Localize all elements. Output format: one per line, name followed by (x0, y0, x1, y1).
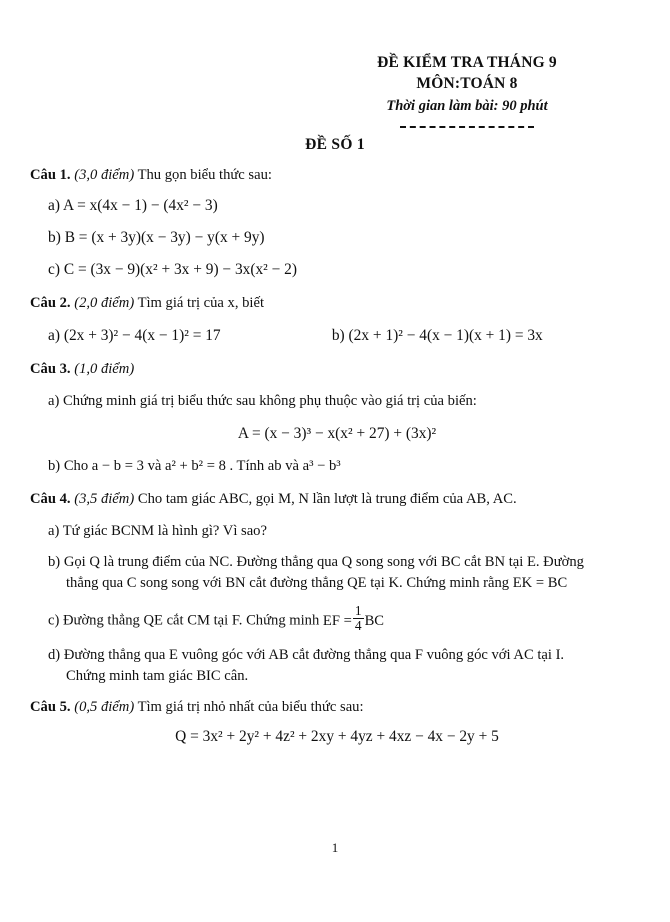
item-expression: (2x + 3)² − 4(x − 1)² = 17 (63, 327, 221, 344)
item-expression-ef (322, 603, 385, 634)
fraction-denominator: 4 (354, 618, 362, 634)
item-marker: c) (48, 261, 60, 278)
question-4-heading (30, 489, 644, 509)
question-3-display-expression: A = (x − 3)³ − x(x² + 27) + (3x)² (237, 425, 437, 442)
item-expression: B = (x + 3y)(x − 3y) − y(x + 9y) (64, 229, 265, 246)
question-3-label: Câu 3. (30, 361, 71, 377)
item-text-line-1: Đường thẳng qua E vuông góc với AB cắt đường thẳng qua F vuông góc với AC tại I. (63, 647, 565, 664)
item-text-line-2: Chứng minh tam giác BIC cân. (66, 668, 249, 685)
item-marker: a) (48, 523, 60, 539)
question-1-item-b (30, 227, 644, 249)
question-4-item-a (30, 521, 644, 542)
question-5-heading (30, 697, 644, 717)
exam-header (312, 52, 622, 128)
question-2-items-row (30, 325, 644, 347)
expression-rhs: BC (364, 612, 385, 629)
question-5-label: Câu 5. (30, 699, 71, 716)
item-expression: C = (3x − 9)(x² + 3x + 9) − 3x(x² − 2) (63, 261, 297, 278)
question-2-heading (30, 293, 644, 313)
fraction-numerator: 1 (354, 603, 362, 618)
item-expression: A = x(4x − 1) − (4x² − 3) (62, 197, 218, 214)
expression-lhs: EF = (322, 612, 352, 629)
question-4-item-b (30, 552, 644, 594)
item-text: Đường thẳng QE cắt CM tại F. Chứng minh (63, 612, 323, 629)
question-2-item-b (332, 325, 543, 347)
fraction-one-quarter (353, 604, 364, 633)
question-1-heading (30, 165, 644, 185)
question-3-item-a (30, 391, 644, 412)
item-marker: c) (48, 612, 60, 629)
question-2-label: Câu 2. (30, 295, 71, 311)
question-1-item-a (30, 195, 644, 217)
question-2-item-a (48, 325, 328, 347)
question-3-item-b (30, 456, 644, 477)
item-marker: b) (48, 458, 61, 474)
item-expression: (2x + 1)² − 4(x − 1)(x + 1) = 3x (348, 327, 543, 344)
question-4-label: Câu 4. (30, 491, 71, 507)
question-3-points: (1,0 điểm) (74, 361, 135, 377)
question-4-prompt: Cho tam giác ABC, gọi M, N lần lượt là trung điểm của AB, AC. (137, 491, 517, 507)
question-5-prompt: Tìm giá trị nhỏ nhất của biểu thức sau: (137, 699, 364, 716)
exam-title: ĐỀ KIỂM TRA THÁNG 9 (377, 54, 557, 71)
question-5-display-expression: Q = 3x² + 2y² + 4z² + 2xy + 4yz + 4xz − 4x − 2y + 5 (175, 728, 499, 746)
question-1-item-c (30, 259, 644, 281)
page-number: 1 (331, 840, 339, 855)
question-2-points: (2,0 điểm) (74, 295, 135, 311)
item-marker: a) (48, 197, 60, 214)
question-4-item-c (30, 604, 644, 633)
item-marker: b) (331, 327, 345, 344)
question-3-heading (30, 359, 644, 379)
item-text: Tứ giác BCNM là hình gì? Vì sao? (62, 523, 267, 539)
exam-subject: MÔN:TOÁN 8 (416, 75, 518, 92)
item-text-line-1: Gọi Q là trung điểm của NC. Đường thẳng qua Q song song với BC cắt BN tại E. Đường (63, 554, 584, 570)
item-text: Chứng minh giá trị biểu thức sau không phụ thuộc vào giá trị của biến: (63, 393, 477, 409)
question-4-points: (3,5 điểm) (74, 491, 135, 507)
exam-duration: Thời gian làm bài: 90 phút (386, 98, 548, 114)
exam-body (30, 165, 644, 749)
item-marker: a) (48, 327, 60, 344)
question-1-prompt: Thu gọn biểu thức sau: (137, 167, 272, 183)
item-text-line-2: thẳng qua C song song với BN cắt đường thẳng QE tại K. Chứng minh rằng EK = BC (66, 575, 568, 591)
item-marker: b) (48, 229, 61, 246)
header-dashed-separator (400, 126, 534, 128)
item-text: Cho a − b = 3 và a² + b² = 8 . Tính ab và a³ − b³ (63, 458, 341, 474)
question-1-label: Câu 1. (30, 167, 71, 183)
exam-code: ĐỀ SỐ 1 (305, 136, 365, 153)
question-2-prompt: Tìm giá trị của x, biết (137, 295, 265, 311)
item-marker: d) (48, 647, 61, 664)
question-5-points: (0,5 điểm) (74, 699, 135, 716)
question-4-item-d (30, 645, 644, 687)
question-1-points: (3,0 điểm) (74, 167, 135, 183)
item-marker: a) (48, 393, 60, 409)
item-marker: b) (48, 554, 61, 570)
